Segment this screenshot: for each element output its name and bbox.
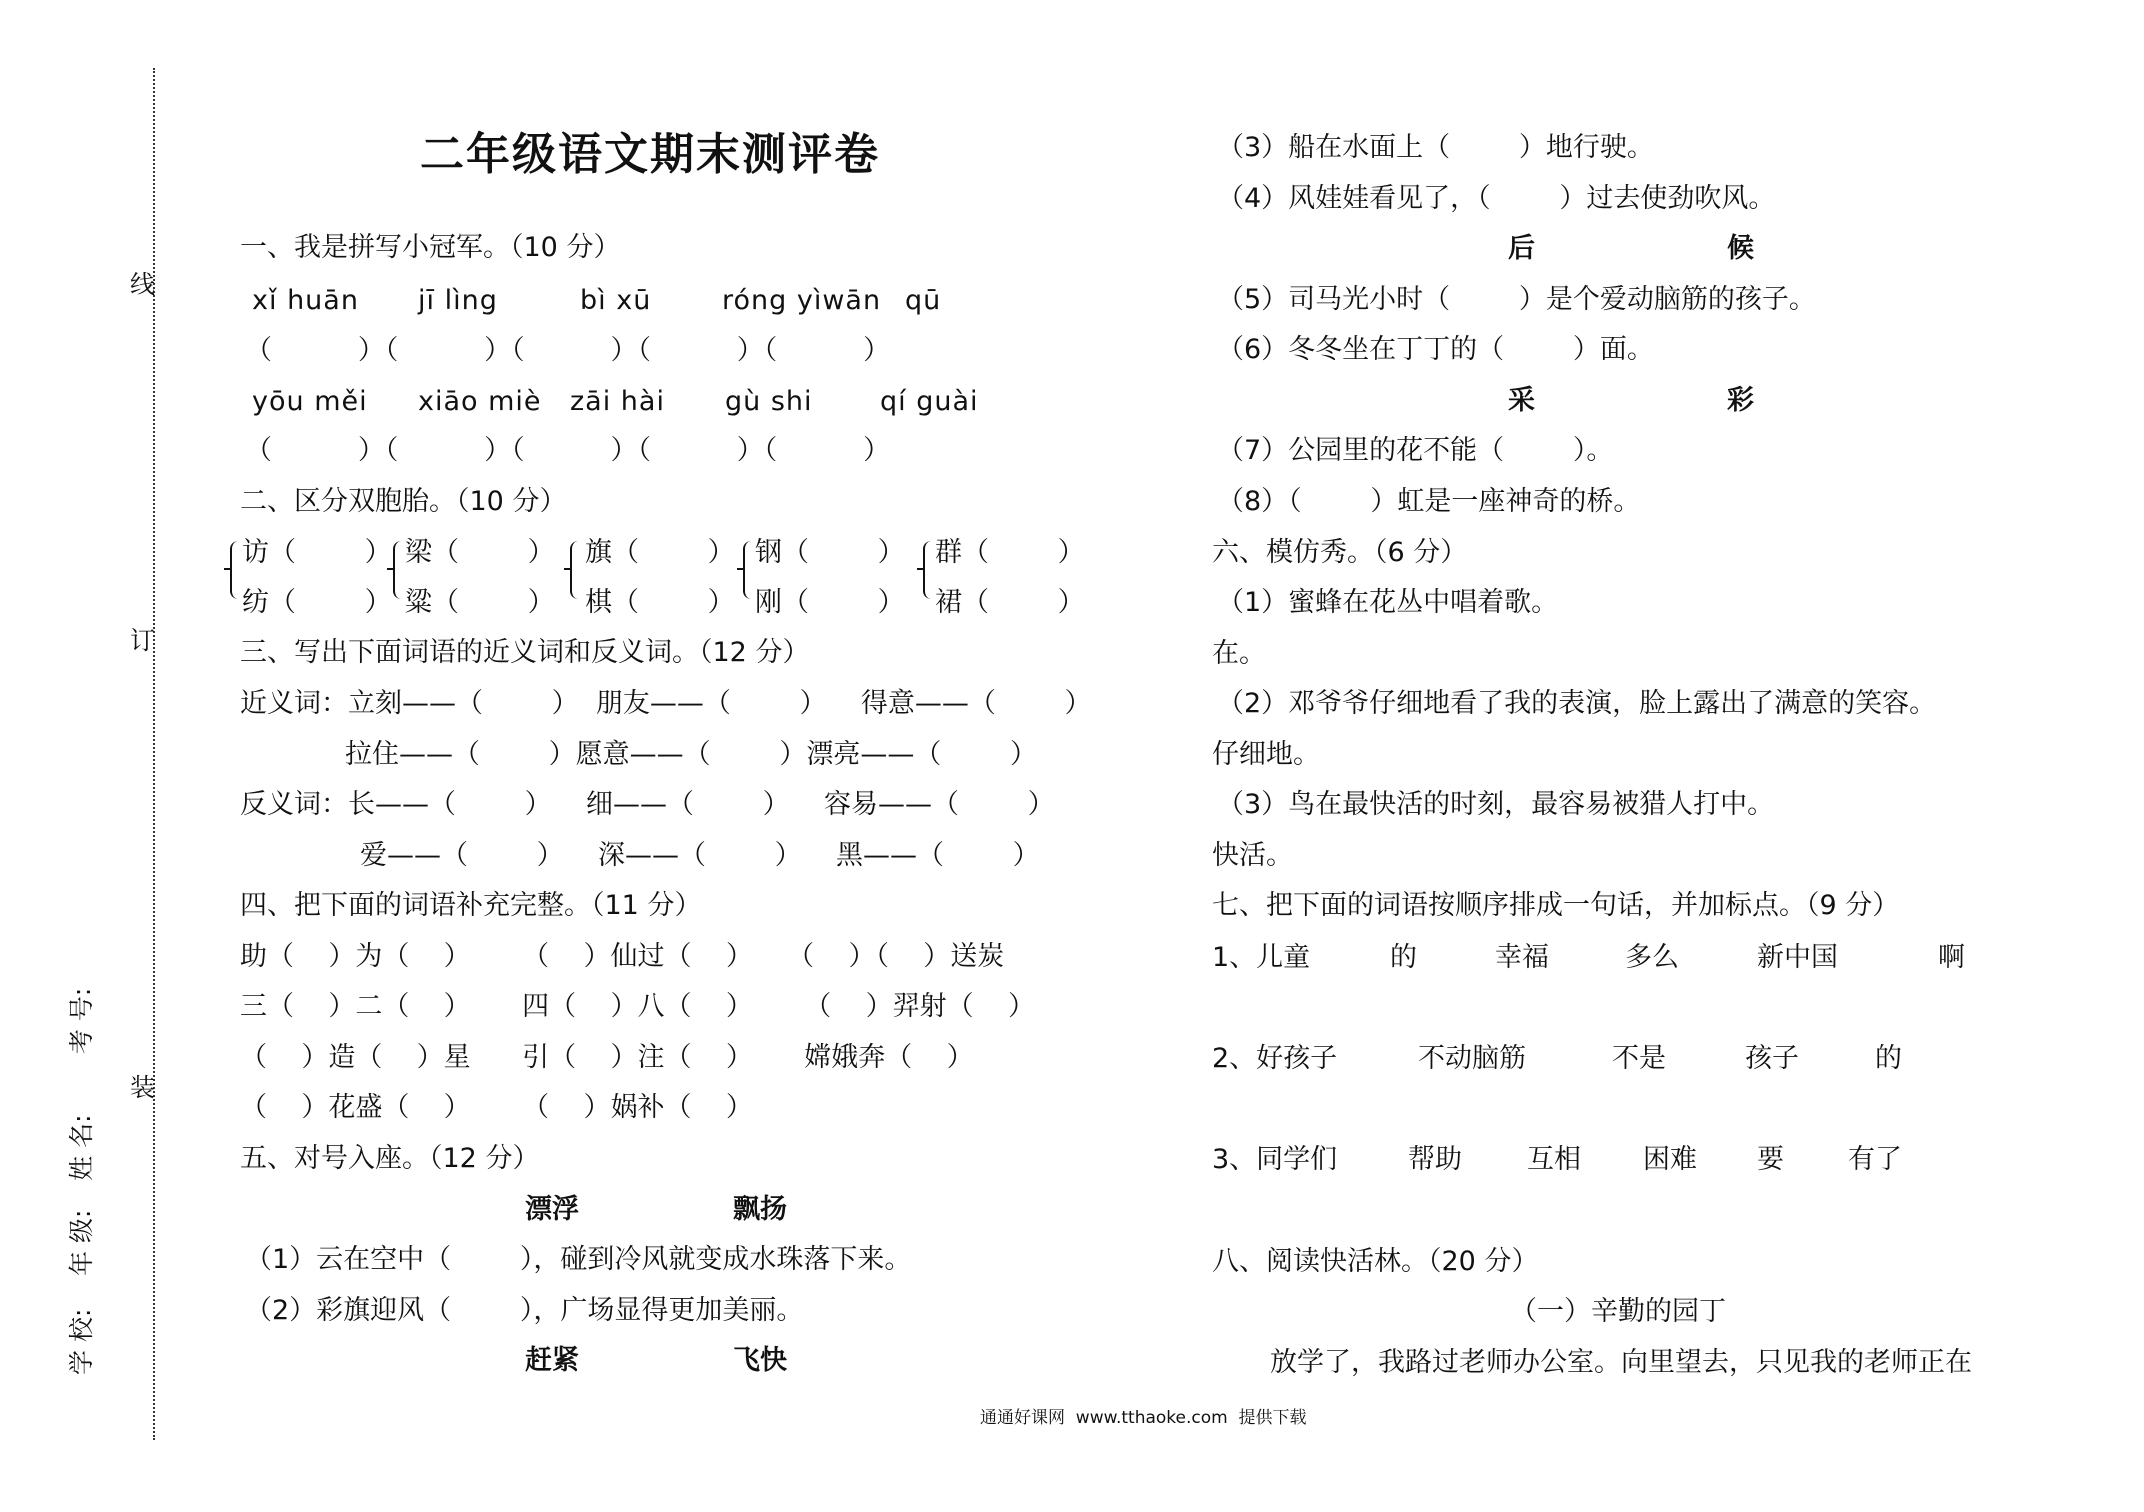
sec7-r3-w2: 帮助 bbox=[1408, 1144, 1462, 1175]
sec6-a2[interactable]: 仔细地。 bbox=[1212, 739, 1320, 770]
sec7-r3-w4: 困难 bbox=[1643, 1144, 1697, 1175]
sec5-q5[interactable]: （5）司马光小时（ ）是个爱动脑筋的孩子。 bbox=[1217, 284, 1816, 315]
sec5-word-hou: 后 bbox=[1508, 233, 1535, 264]
brace-5 bbox=[923, 541, 935, 599]
sec5-q8[interactable]: （8）（ ）虹是一座神奇的桥。 bbox=[1217, 486, 1641, 517]
binding-char-zhuang: 装 bbox=[130, 1073, 156, 1102]
sec1-pinyin-10: qí guài bbox=[880, 386, 979, 417]
pair2-top[interactable]: 梁（ ） bbox=[405, 537, 555, 568]
sec1-blanks-1[interactable]: （ ）（ ）（ ）（ ）（ ） bbox=[245, 335, 891, 366]
grade-label: 年 级: bbox=[67, 1209, 96, 1276]
sec5-word-piaoyang: 飘扬 bbox=[733, 1194, 787, 1225]
sec8-heading: 八、阅读快活林。（20 分） bbox=[1212, 1246, 1539, 1277]
brace-1 bbox=[230, 541, 242, 599]
pair5-bottom[interactable]: 裙（ ） bbox=[935, 587, 1085, 618]
sec4-row-3[interactable]: （ ）造（ ）星 引（ ）注（ ） 嫦娥奔（ ） bbox=[240, 1042, 974, 1073]
sec7-r1-w2: 的 bbox=[1390, 942, 1417, 973]
pair1-bottom[interactable]: 纺（ ） bbox=[242, 587, 392, 618]
brace-3 bbox=[570, 541, 582, 599]
student-info bbox=[62, 975, 98, 1375]
pair3-top[interactable]: 旗（ ） bbox=[585, 537, 735, 568]
sec4-row-1[interactable]: 助（ ）为（ ） （ ）仙过（ ） （ ）（ ）送炭 bbox=[240, 941, 1005, 972]
sec5-word-cai: 采 bbox=[1508, 385, 1535, 416]
pair4-bottom[interactable]: 刚（ ） bbox=[755, 587, 905, 618]
sec1-pinyin-5: qū bbox=[905, 285, 942, 316]
sec1-pinyin-6: yōu měi bbox=[252, 386, 368, 417]
binding-char-ding: 订 bbox=[130, 626, 156, 655]
sec4-heading: 四、把下面的词语补充完整。（11 分） bbox=[240, 890, 702, 921]
sec7-r1-w6: 啊 bbox=[1938, 942, 1965, 973]
sec5-q2[interactable]: （2）彩旗迎风（ ），广场显得更加美丽。 bbox=[245, 1295, 804, 1326]
sec1-pinyin-2: jī lìng bbox=[418, 285, 498, 316]
pair5-top[interactable]: 群（ ） bbox=[935, 537, 1085, 568]
sec7-r2-w4: 孩子 bbox=[1745, 1043, 1799, 1074]
sec5-q3[interactable]: （3）船在水面上（ ）地行驶。 bbox=[1217, 132, 1654, 163]
sec8-subtitle: （一）辛勤的园丁 bbox=[1510, 1296, 1726, 1327]
sec6-q1: （1）蜜蜂在花丛中唱着歌。 bbox=[1217, 587, 1559, 618]
sec6-q3: （3）鸟在最快活的时刻，最容易被猎人打中。 bbox=[1217, 789, 1775, 820]
footer-credit: 通通好课网 www.tthaoke.com 提供下载 bbox=[980, 1408, 1307, 1428]
sec4-row-4[interactable]: （ ）花盛（ ） （ ）娲补（ ） bbox=[240, 1092, 753, 1123]
pair1-top[interactable]: 访（ ） bbox=[242, 537, 392, 568]
sec5-q7[interactable]: （7）公园里的花不能（ ）。 bbox=[1217, 435, 1614, 466]
name-label: 姓 名: bbox=[67, 1114, 96, 1181]
sec7-r3-w3: 互相 bbox=[1527, 1144, 1581, 1175]
sec3-antonyms-1[interactable]: 反义词：长——（ ） 细——（ ） 容易——（ ） bbox=[240, 789, 1055, 820]
sec7-r1-w3: 幸福 bbox=[1495, 942, 1549, 973]
sec2-heading: 二、区分双胞胎。（10 分） bbox=[240, 486, 567, 517]
sec5-word-feikuai: 飞快 bbox=[733, 1345, 787, 1376]
sec7-r2-w5: 的 bbox=[1875, 1043, 1902, 1074]
binding-char-line: 线 bbox=[130, 270, 156, 299]
brace-4 bbox=[743, 541, 755, 599]
sec8-paragraph: 放学了，我路过老师办公室。向里望去，只见我的老师正在 bbox=[1270, 1347, 1972, 1378]
sec1-pinyin-8: zāi hài bbox=[570, 386, 665, 417]
sec7-r1-w5: 新中国 bbox=[1757, 942, 1838, 973]
sec1-pinyin-9: gù shi bbox=[725, 386, 813, 417]
sec6-q2: （2）邓爷爷仔细地看了我的表演，脸上露出了满意的笑容。 bbox=[1217, 688, 1937, 719]
sec3-antonyms-2[interactable]: 爱——（ ） 深——（ ） 黑——（ ） bbox=[360, 840, 1040, 871]
sec5-q1[interactable]: （1）云在空中（ ），碰到冷风就变成水珠落下来。 bbox=[245, 1244, 912, 1275]
number-label: 考 号: bbox=[67, 987, 96, 1055]
sec7-r2-w3: 不是 bbox=[1612, 1043, 1666, 1074]
sec7-r3-w5: 要 bbox=[1757, 1144, 1784, 1175]
sec5-word-ganjin: 赶紧 bbox=[525, 1345, 579, 1376]
sec3-synonyms-2[interactable]: 拉住——（ ）愿意——（ ）漂亮——（ ） bbox=[345, 739, 1037, 770]
sec5-heading: 五、对号入座。（12 分） bbox=[240, 1143, 540, 1174]
sec6-a1[interactable]: 在。 bbox=[1212, 638, 1266, 669]
pair3-bottom[interactable]: 棋（ ） bbox=[585, 587, 735, 618]
sec7-r2-w1: 2、好孩子 bbox=[1212, 1043, 1338, 1074]
sec1-pinyin-1: xǐ huān bbox=[252, 285, 359, 316]
sec7-r2-w2: 不动脑筋 bbox=[1418, 1043, 1526, 1074]
sec5-word-piaofu: 漂浮 bbox=[525, 1194, 579, 1225]
sec1-pinyin-4: róng yìwān bbox=[722, 285, 882, 316]
sec7-r3-w1: 3、同学们 bbox=[1212, 1144, 1338, 1175]
sec5-word-cai2: 彩 bbox=[1727, 385, 1754, 416]
sec7-heading: 七、把下面的词语按顺序排成一句话，并加标点。（9 分） bbox=[1212, 890, 1900, 921]
sec7-r1-w1: 1、儿童 bbox=[1212, 942, 1311, 973]
sec3-synonyms-1[interactable]: 近义词：立刻——（ ） 朋友——（ ） 得意——（ ） bbox=[240, 688, 1092, 719]
sec1-pinyin-3: bì xū bbox=[580, 285, 652, 316]
pair4-top[interactable]: 钢（ ） bbox=[755, 537, 905, 568]
sec1-heading: 一、我是拼写小冠军。（10 分） bbox=[240, 232, 621, 263]
sec6-heading: 六、模仿秀。（6 分） bbox=[1212, 537, 1468, 568]
sec1-pinyin-7: xiāo miè bbox=[418, 386, 542, 417]
pair2-bottom[interactable]: 粱（ ） bbox=[405, 587, 555, 618]
sec5-q4[interactable]: （4）风娃娃看见了，（ ）过去使劲吹风。 bbox=[1217, 183, 1776, 214]
sec5-word-hou2: 候 bbox=[1727, 233, 1754, 264]
sec6-a3[interactable]: 快活。 bbox=[1212, 840, 1293, 871]
sec7-r1-w4: 多么 bbox=[1625, 942, 1679, 973]
sec5-q6[interactable]: （6）冬冬坐在丁丁的（ ）面。 bbox=[1217, 334, 1654, 365]
sec1-blanks-2[interactable]: （ ）（ ）（ ）（ ）（ ） bbox=[245, 435, 891, 466]
sec4-row-2[interactable]: 三（ ）二（ ） 四（ ）八（ ） （ ）羿射（ ） bbox=[240, 991, 1035, 1022]
school-label: 学 校: bbox=[67, 1308, 96, 1375]
brace-2 bbox=[393, 541, 405, 599]
sec3-heading: 三、写出下面词语的近义词和反义词。（12 分） bbox=[240, 637, 810, 668]
page-title: 二年级语文期末测评卷 bbox=[420, 129, 880, 180]
sec7-r3-w6: 有了 bbox=[1848, 1144, 1902, 1175]
